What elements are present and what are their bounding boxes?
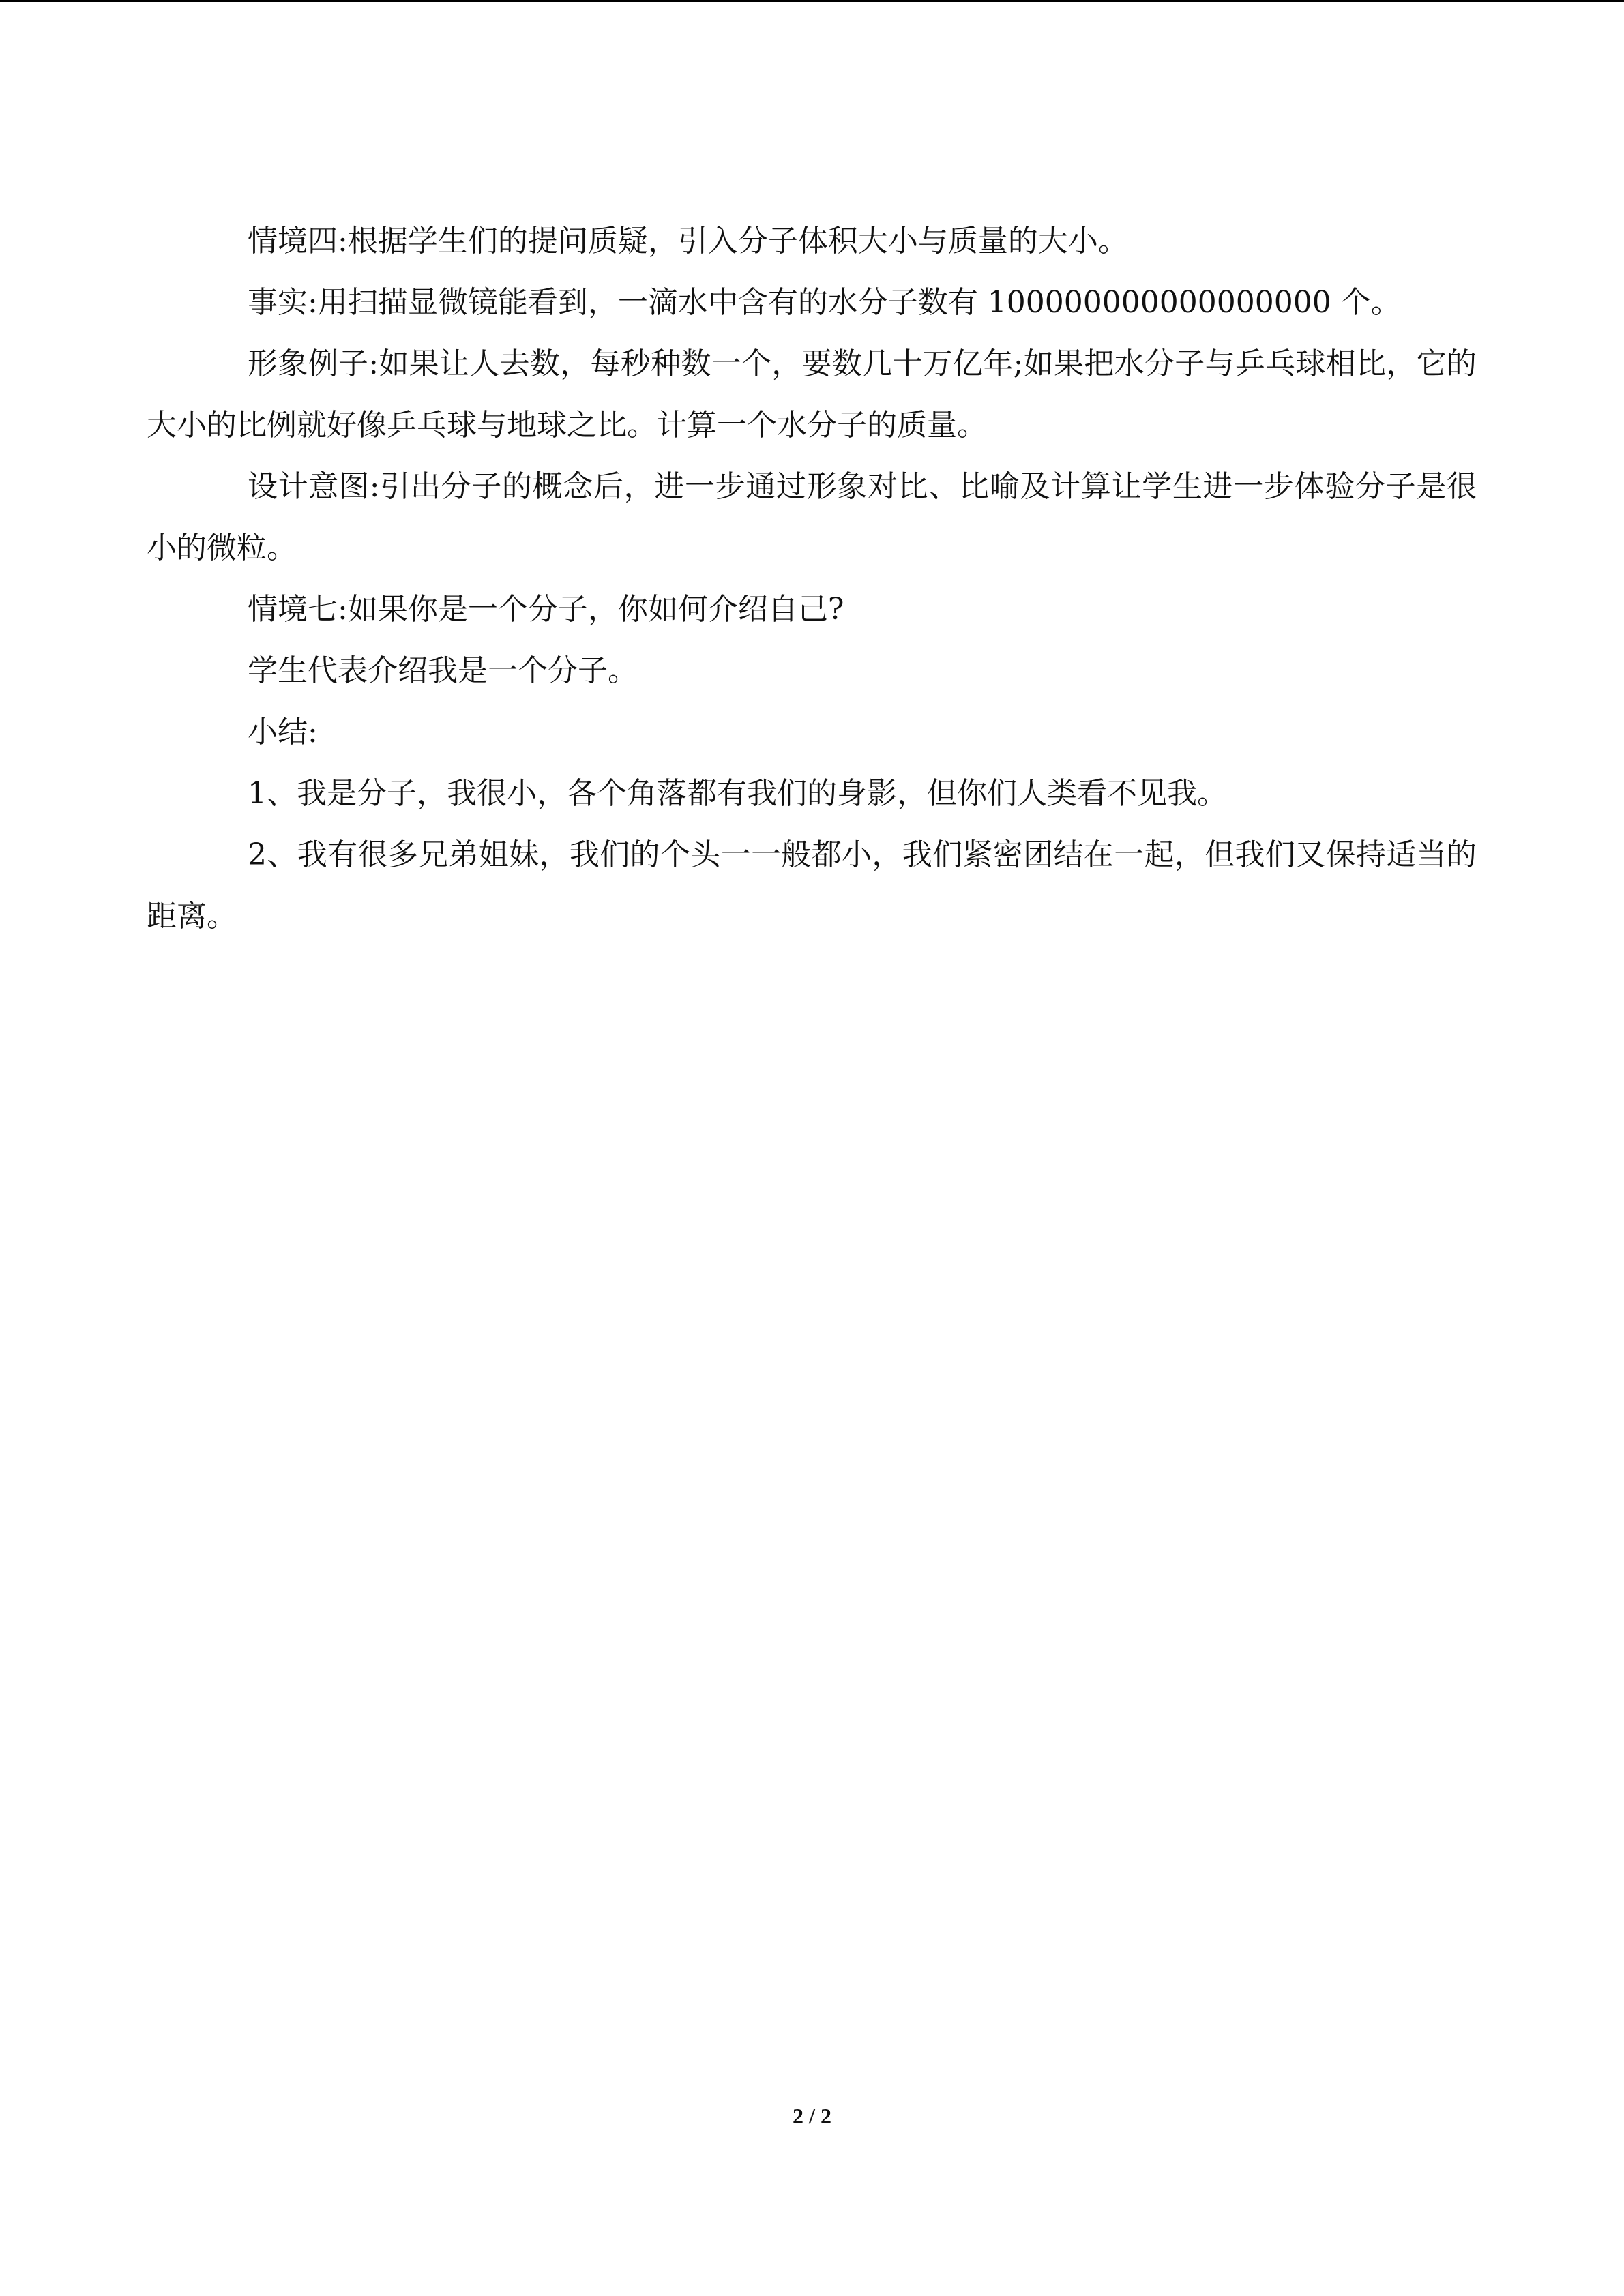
paragraph-summary-heading: 小结:	[248, 715, 318, 749]
paragraph-vivid-example: 形象例子:如果让人去数，每秒种数一个，要数几十万亿年;如果把水分子与乒乓球相比，它的大小的比例就好像乒乓球与地球之比。计算一个水分子的质量。	[147, 346, 1477, 443]
paragraph-design-intent: 设计意图:引出分子的概念后，进一步通过形象对比、比喻及计算让学生进一步体验分子是很小的微粒。	[147, 469, 1477, 565]
paragraph-scenario-seven: 情境七:如果你是一个分子，你如何介绍自己?	[248, 592, 844, 627]
document-body	[147, 211, 1477, 947]
paragraph-summary-item-2: 2、我有很多兄弟姐妹，我们的个头一一般都小，我们紧密团结在一起，但我们又保持适当的距离。	[147, 837, 1477, 934]
paragraph-summary-item-1: 1、我是分子，我很小，各个角落都有我们的身影，但你们人类看不见我。	[248, 776, 1227, 811]
paragraph-fact: 事实:用扫描显微镜能看到，一滴水中含有的水分子数有 100000000000000000 个。	[248, 285, 1401, 320]
page-number: 2 / 2	[793, 2104, 831, 2128]
paragraph-scenario-four: 情境四:根据学生们的提问质疑，引入分子体积大小与质量的大小。	[248, 224, 1128, 258]
paragraph-student-intro: 学生代表介绍我是一个分子。	[248, 653, 638, 688]
